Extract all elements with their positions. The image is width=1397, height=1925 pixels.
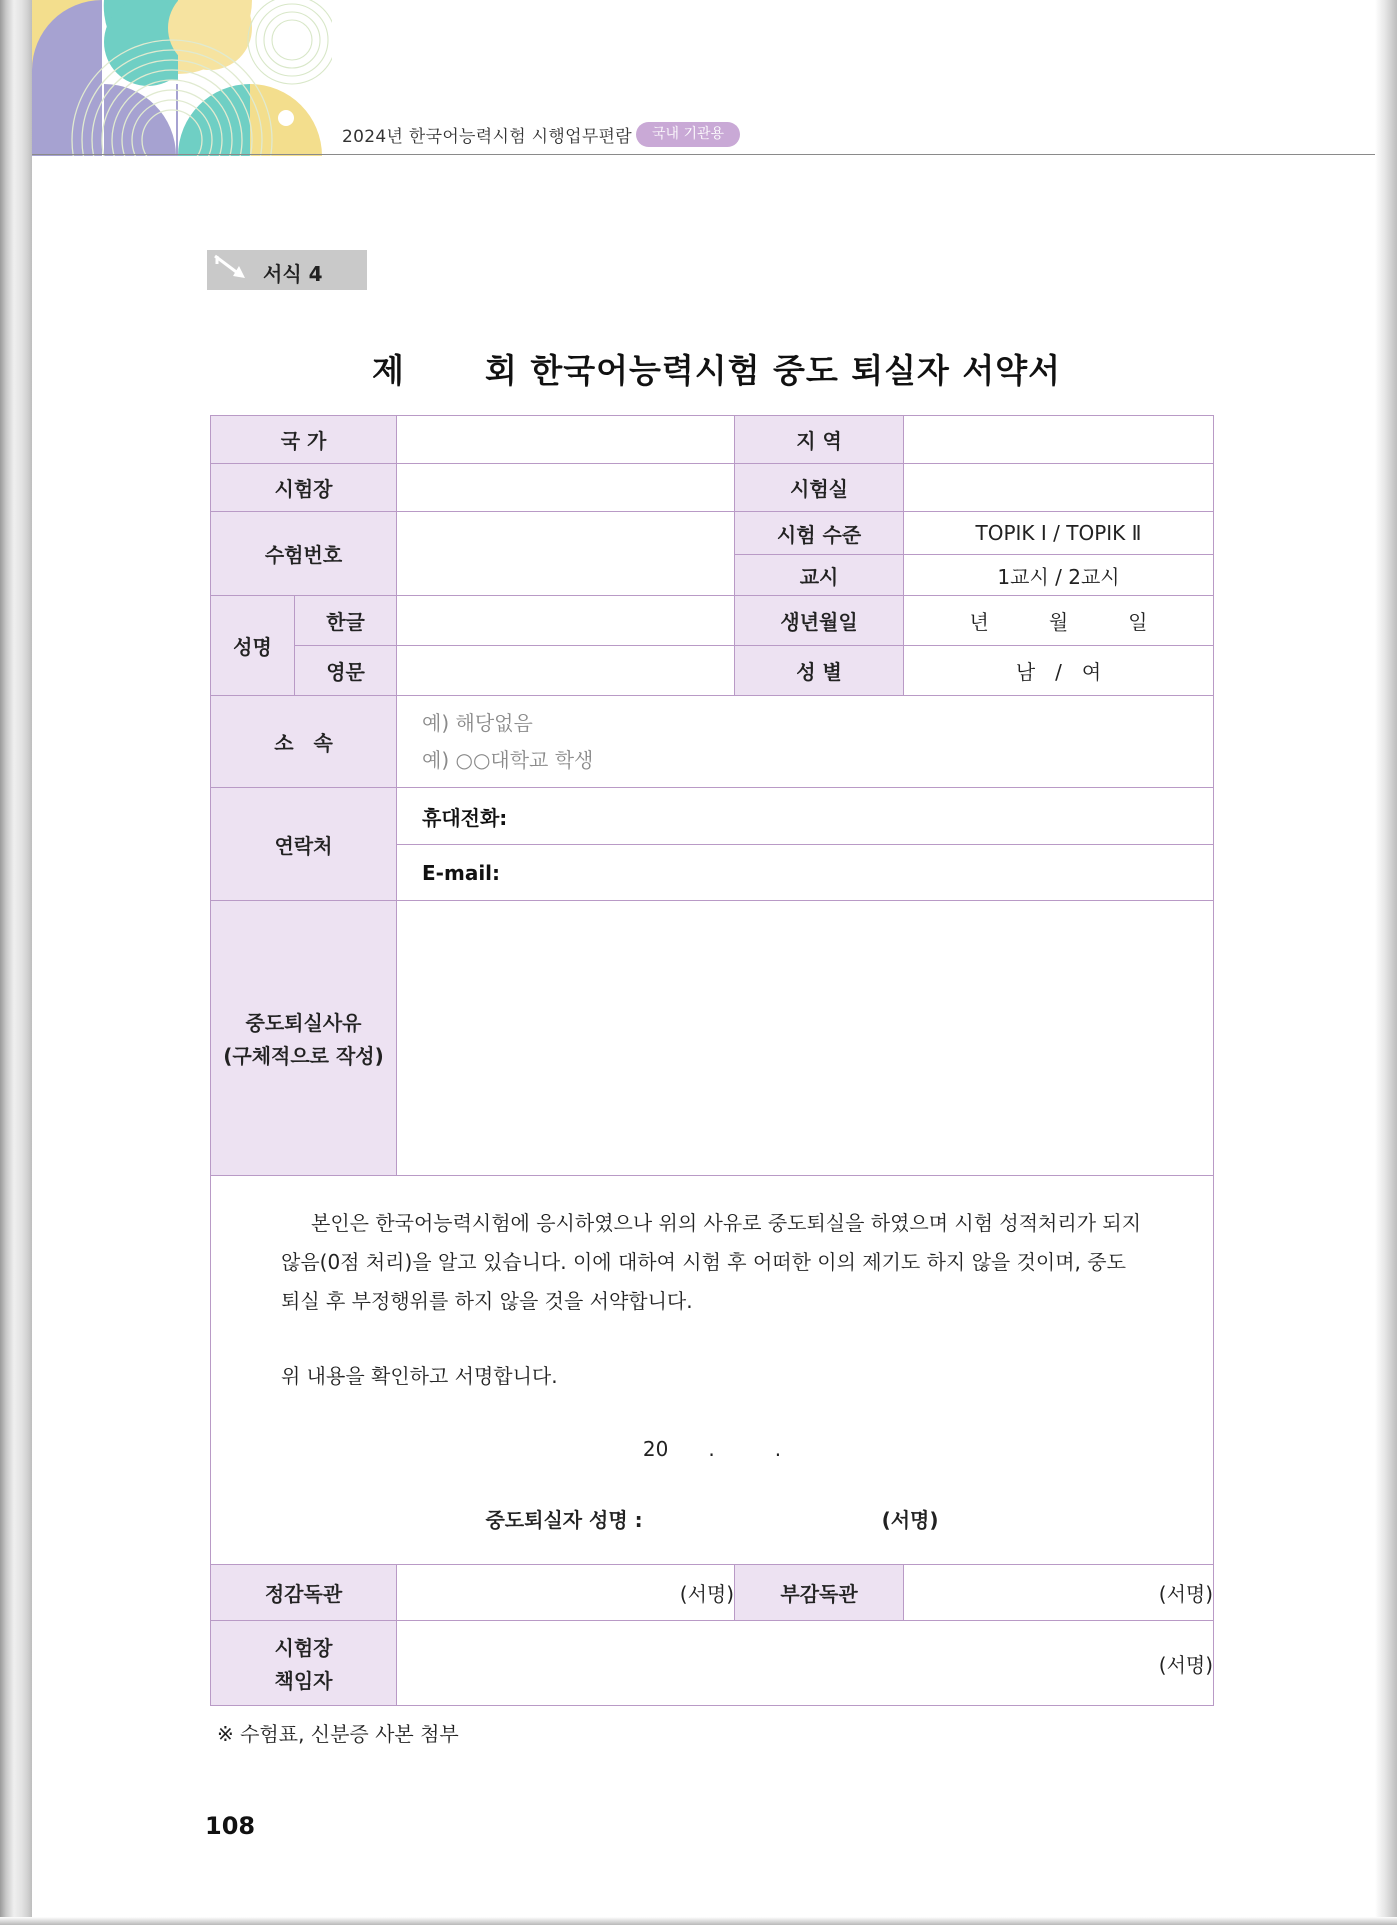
birthdate-field[interactable]: 년 월 일 (904, 596, 1214, 646)
corner-arrow-icon (213, 252, 247, 286)
signer-signature-mark: (서명) (881, 1508, 939, 1532)
affiliation-label: 소 속 (211, 696, 397, 788)
name-korean-label: 한글 (295, 596, 397, 646)
exam-number-field[interactable] (397, 512, 735, 596)
affiliation-hint-2: 예) ○○대학교 학생 (422, 747, 594, 772)
affiliation-hint-1: 예) 해당없음 (422, 710, 533, 735)
reason-label-line2: (구체적으로 작성) (223, 1044, 384, 1068)
title-prefix: 제 (372, 351, 404, 390)
gender-options[interactable]: 남 / 여 (904, 646, 1214, 696)
site-manager-signature[interactable]: (서명) (397, 1621, 1214, 1706)
header-badge: 국내 기관용 (636, 122, 740, 147)
signer-line (281, 1501, 1143, 1540)
affiliation-field[interactable] (397, 696, 1214, 788)
region-label: 지 역 (735, 416, 904, 464)
reason-field[interactable] (397, 901, 1214, 1176)
test-level-options[interactable]: TOPIK Ⅰ / TOPIK Ⅱ (904, 512, 1214, 555)
email-field[interactable] (397, 845, 1214, 901)
birthdate-label: 생년월일 (735, 596, 904, 646)
mobile-label: 휴대전화: (422, 805, 508, 830)
name-korean-field[interactable] (397, 596, 735, 646)
test-room-field[interactable] (904, 464, 1214, 512)
contact-label: 연락처 (211, 788, 397, 901)
header-rule (32, 154, 1375, 155)
name-english-label: 영문 (295, 646, 397, 696)
date-line[interactable]: 20 . . (642, 1437, 782, 1461)
name-label: 성명 (211, 596, 295, 696)
pledge-form-table (210, 415, 1214, 1706)
title-main: 회 한국어능력시험 중도 퇴실자 서약서 (485, 351, 1062, 390)
form-number-label: 서식 4 (263, 262, 323, 286)
email-label: E-mail: (422, 860, 501, 885)
test-site-label: 시험장 (211, 464, 397, 512)
signer-name-label: 중도퇴실자 성명 : (485, 1508, 643, 1532)
document-title (207, 345, 1213, 391)
chief-supervisor-signature[interactable]: (서명) (397, 1565, 735, 1621)
test-site-field[interactable] (397, 464, 735, 512)
site-manager-label (211, 1621, 397, 1706)
form-number-tag (207, 250, 367, 290)
book-page-edge-right (1375, 0, 1397, 1925)
assistant-supervisor-label: 부감독관 (735, 1565, 904, 1621)
attachment-note: ※ 수험표, 신분증 사본 첨부 (217, 1722, 459, 1746)
confirm-text: 위 내용을 확인하고 서명합니다. (281, 1364, 558, 1388)
gender-label: 성 별 (735, 646, 904, 696)
reason-label (211, 901, 397, 1176)
header-title: 2024년 한국어능력시험 시행업무편람 (342, 127, 632, 147)
site-manager-line1: 시험장 (274, 1636, 333, 1660)
test-level-label: 시험 수준 (735, 512, 904, 555)
book-spine-edge (0, 0, 32, 1925)
name-english-field[interactable] (397, 646, 735, 696)
pledge-statement: 본인은 한국어능력시험에 응시하였으나 위의 사유로 중도퇴실을 하였으며 시험 성적처리가 되지 않음(0점 처리)을 알고 있습니다. 이에 대하여 시험 후 어떠한 이의 제기도 하지 않을 것이며, 중도 퇴실 후 부정행위를 하지 않을 것을 서약합니다. (281, 1211, 1142, 1313)
chief-supervisor-label: 정감독관 (211, 1565, 397, 1621)
test-room-label: 시험실 (735, 464, 904, 512)
period-options[interactable]: 1교시 / 2교시 (904, 555, 1214, 596)
region-field[interactable] (904, 416, 1214, 464)
country-field[interactable] (397, 416, 735, 464)
country-label: 국 가 (211, 416, 397, 464)
exam-number-label: 수험번호 (211, 512, 397, 596)
period-label: 교시 (735, 555, 904, 596)
pledge-statement-cell (211, 1176, 1214, 1565)
assistant-supervisor-signature[interactable]: (서명) (904, 1565, 1214, 1621)
mobile-field[interactable] (397, 788, 1214, 845)
book-page-edge-bottom (0, 1917, 1397, 1925)
reason-label-line1: 중도퇴실사유 (245, 1011, 362, 1035)
header-decoration (32, 0, 332, 156)
page-number: 108 (205, 1812, 256, 1840)
site-manager-line2: 책임자 (274, 1669, 333, 1693)
